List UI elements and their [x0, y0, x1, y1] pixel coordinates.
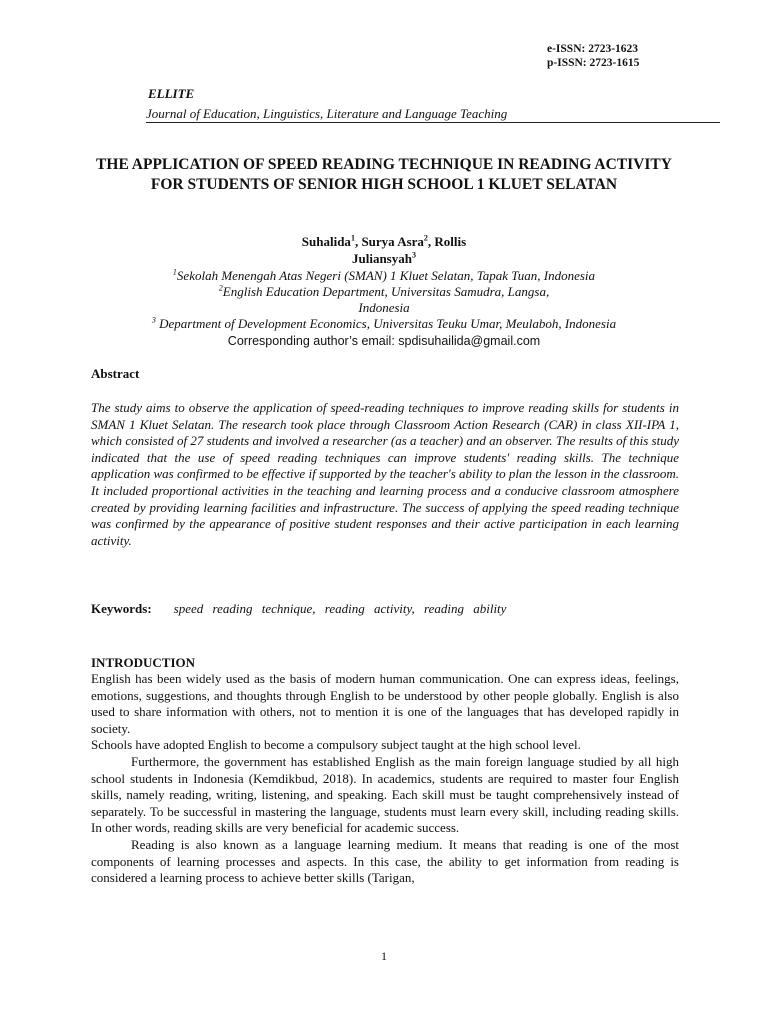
introduction-heading: INTRODUCTION: [91, 655, 196, 670]
authors-line-1: Suhalida$^1$, Surya Asra$^2$, Rollis: [301, 233, 467, 249]
corresponding-email: Corresponding author’s email: spdisuhailida@gmail.com: [227, 334, 541, 348]
authors-line-2: [80, 251, 688, 267]
intro-paragraph-1: English has been widely used as the basis of modern human communication. One can express ideas, feelings, emotions, suggestions, and thoughts through English to be understood by other people globally. English is also used to share information with others, not to mention it is one of the languages that has developed rapidly in society.: [91, 671, 679, 736]
journal-name: ELLITE: [148, 86, 195, 101]
journal-full-title: Journal of Education, Linguistics, Literature and Language Teaching: [146, 106, 720, 123]
author-3-last: Juliansyah: [352, 251, 412, 266]
author-3-first: Rollis: [434, 234, 467, 249]
affiliation-3: $^3$ Department of Development Economics, Universitas Teuku Umar, Meulaboh, Indonesia: [151, 315, 617, 331]
p-issn: p-ISSN: 2723-1615: [547, 57, 640, 69]
intro-paragraph-2: Schools have adopted English to become a compulsory subject taught at the high school level.: [91, 737, 581, 753]
keywords-label: Keywords:: [91, 601, 152, 616]
abstract-heading: Abstract: [91, 366, 140, 381]
affiliation-2-line-2: Indonesia: [358, 300, 410, 315]
intro-paragraph-4: Reading is also known as a language learning medium. It means that reading is one of the most components of learning processes and aspects. In this case, the ability to get information from reading is considered a learning process to achieve better skills (Tarigan,: [91, 836, 679, 886]
article-title: THE APPLICATION OF SPEED READING TECHNIQUE IN READING ACTIVITY FOR STUDENTS OF SENIOR HIGH SCHOOL 1 KLUET SELATAN: [96, 156, 672, 193]
author-1-sup: 1: [350, 233, 355, 243]
introduction-body: [91, 671, 679, 887]
author-2: Surya Asra: [361, 234, 424, 249]
author-1: Suhalida: [301, 234, 351, 249]
intro-paragraph-3: Furthermore, the government has established English as the main foreign language studied by all high school students in Indonesia (Kemdikbud, 2018). In academics, students are required to master four English skills, namely reading, writing, listening, and speaking. Each skill must be taught comprehensively instead of separately. To be successful in mastering the language, students must learn every skill, including reading skills. In other words, reading skills are very beneficial for academic success.: [91, 753, 679, 836]
keywords-value: speed reading technique, reading activity, reading ability: [173, 601, 507, 616]
author-3-sup: 3: [411, 250, 416, 260]
affiliation-2: $^2$English Education Department, Universitas Samudra, Langsa,: [218, 283, 550, 299]
e-issn: e-ISSN: 2723-1623: [547, 43, 639, 55]
author-2-sup: 2: [423, 233, 428, 243]
page-number: 1: [381, 949, 387, 963]
abstract-text: The study aims to observe the application of speed-reading techniques to improve reading skills for students in SMAN 1 Kluet Selatan. The research took place through Classroom Action Research (CAR) in class XII-IPA 1, which consisted of 27 students and involved a researcher (as a teacher) and an observer. The results of this study indicated that the use of speed reading techniques can improve students' reading skills. The technique application was confirmed to be effective if supported by the teacher's ability to plan the lesson in the classroom. It included proportional activities in the teaching and learning process and a conducive classroom atmosphere created by providing learning facilities and infrastructure. The success of applying the speed reading technique was confirmed by the appearance of positive student responses and their active participation in each learning activity.: [91, 400, 679, 548]
affiliation-1: $^1$Sekolah Menengah Atas Negeri (SMAN) 1 Kluet Selatan, Tapak Tuan, Indonesia: [172, 267, 596, 283]
keywords: [91, 600, 551, 617]
